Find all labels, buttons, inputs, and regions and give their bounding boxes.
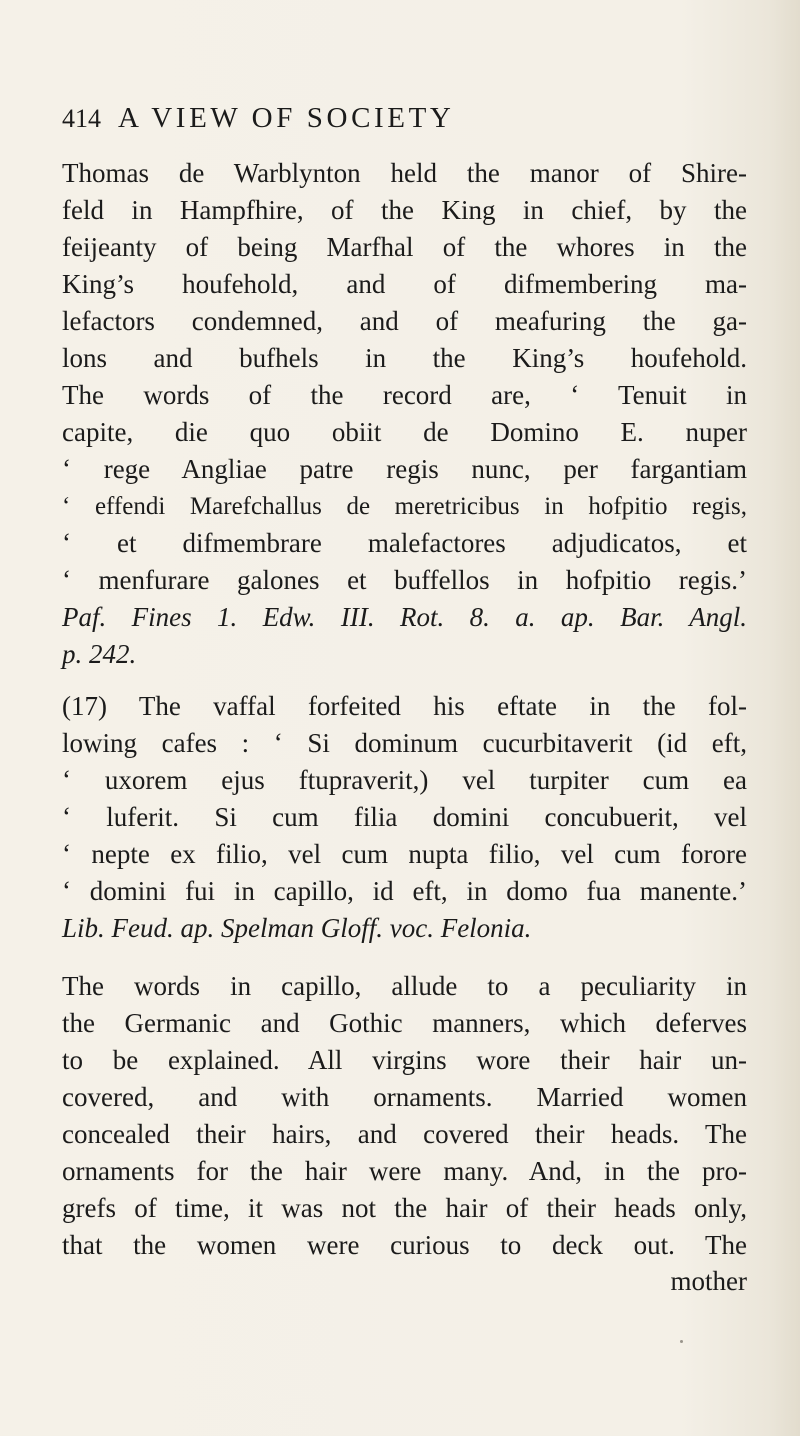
- text-line: ‘ nepte ex filio, vel cum nupta filio, vel cum forore: [62, 839, 747, 869]
- citation-line: Lib. Feud. ap. Spelman Gloff. voc. Felonia.: [62, 913, 532, 943]
- text-line: the Germanic and Gothic manners, which deferves: [62, 1008, 747, 1038]
- text-line: The words in capillo, allude to a peculiarity in: [62, 971, 747, 1001]
- text-line: capite, die quo obiit de Domino E. nuper: [62, 417, 747, 447]
- text-line: ‘ domini fui in capillo, id eft, in domo fua manente.’: [62, 876, 747, 906]
- page-number: 414: [62, 104, 101, 133]
- text-line: ‘ et difmembrare malefactores adjudicatos, et: [62, 528, 747, 558]
- text-line: ornaments for the hair were many. And, in the pro-: [62, 1156, 747, 1186]
- text-line: feijeanty of being Marfhal of the whores in the: [62, 232, 747, 262]
- text-line: lowing cafes : ‘ Si dominum cucurbitaverit (id eft,: [62, 728, 747, 758]
- text-line: that the women were curious to deck out. The: [62, 1230, 747, 1260]
- text-line: lefactors condemned, and of meafuring the ga-: [62, 306, 747, 336]
- running-title: A VIEW OF SOCIETY: [118, 102, 455, 134]
- text-line: King’s houfehold, and of difmembering ma-: [62, 269, 747, 299]
- text-line: lons and bufhels in the King’s houfehold.: [62, 343, 747, 373]
- citation-line: Paf. Fines 1. Edw. III. Rot. 8. a. ap. Bar. Angl.: [62, 602, 747, 632]
- catchword: mother: [670, 1266, 747, 1296]
- text-line: ‘ uxorem ejus ftupraverit,) vel turpiter cum ea: [62, 765, 747, 795]
- text-line: ‘ rege Angliae patre regis nunc, per fargantiam: [62, 454, 747, 484]
- text-line: feld in Hampfhire, of the King in chief, by the: [62, 195, 747, 225]
- text-line: grefs of time, it was not the hair of their heads only,: [62, 1193, 747, 1223]
- footnote-17-line: (17) The vaffal forfeited his eftate in the fol-: [62, 691, 747, 721]
- text-line: The words of the record are, ‘ Tenuit in: [62, 380, 747, 410]
- text-line: concealed their hairs, and covered their heads. The: [62, 1119, 747, 1149]
- text-line: ‘ luferit. Si cum filia domini concubuerit, vel: [62, 802, 747, 832]
- text-line: to be explained. All virgins wore their hair un-: [62, 1045, 747, 1075]
- text-line: Thomas de Warblynton held the manor of Shire-: [62, 158, 747, 188]
- text-line: covered, and with ornaments. Married women: [62, 1082, 747, 1112]
- text-line: ‘ menfurare galones et buffellos in hofpitio regis.’: [62, 565, 747, 595]
- paper-speck: [680, 1340, 683, 1343]
- text-line: ‘ effendi Marefchallus de meretricibus in hofpitio regis,: [62, 493, 747, 520]
- citation-line: p. 242.: [62, 639, 137, 669]
- page-header: [62, 104, 702, 144]
